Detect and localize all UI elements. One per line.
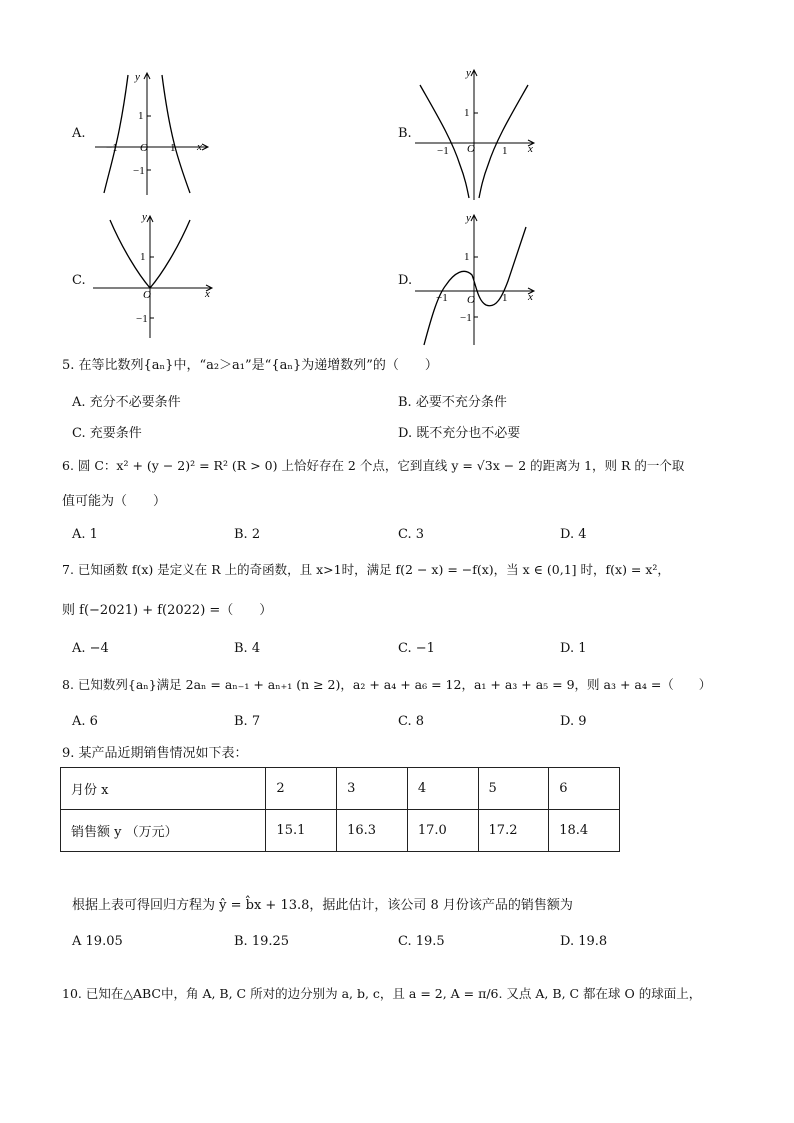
table-cell: 17.0: [407, 810, 478, 852]
q5-stem: 5. 在等比数列{aₙ}中，“a₂＞a₁”是“{aₙ}为递增数列”的（ ）: [62, 358, 438, 373]
graph-c-tick-neg1: −1: [136, 313, 148, 325]
graph-d-tick-1: 1: [464, 251, 470, 263]
option-a-label: A.: [72, 126, 86, 141]
graph-d-y-label: y: [466, 212, 471, 224]
graph-b-xtick-1: 1: [502, 145, 508, 157]
graph-a-y-label: y: [135, 71, 140, 83]
graph-a-xtick-1: 1: [170, 142, 176, 154]
table-cell: 3: [337, 768, 408, 810]
graph-b-origin: O: [467, 143, 475, 155]
table-cell: 16.3: [337, 810, 408, 852]
graph-d: [412, 205, 542, 350]
table-header-month: 月份 x: [61, 768, 266, 810]
q7-option-b: B. 4: [234, 641, 261, 656]
q9-stem: 9. 某产品近期销售情况如下表：: [62, 746, 248, 761]
q8-option-b: B. 7: [234, 714, 261, 729]
q8-stem: 8. 已知数列{aₙ}满足 2aₙ = aₙ₋₁ + aₙ₊₁ (n ≥ 2)，a₂ + a₄ + a₆ = 12，a₁ + a₃ + a₅ = 9，则 a₃ + a₄ =（ ）: [62, 677, 712, 692]
graph-a-right-curve: [162, 75, 190, 193]
option-d-label: D.: [398, 273, 413, 288]
graph-b-tick-1: 1: [464, 107, 470, 119]
q6-option-a: A. 1: [72, 527, 98, 542]
graph-a: [90, 65, 220, 205]
graph-d-xtick-1: 1: [502, 292, 508, 304]
graph-d-xtick-neg1: −1: [436, 292, 448, 304]
table-cell: 6: [549, 768, 620, 810]
q9-option-a: A 19.05: [72, 934, 123, 949]
graph-b-left-curve: [420, 85, 469, 198]
q7-stem-line2: 则 f(−2021) + f(2022) =（ ）: [62, 603, 273, 618]
table-header-sales: 销售额 y （万元）: [61, 810, 266, 852]
q6-stem-line2: 值可能为（ ）: [62, 494, 167, 509]
sales-table: [60, 767, 620, 852]
q10-stem: 10. 已知在△ABC中，角 A, B, C 所对的边分别为 a, b, c，且 a = 2, A = π/6. 又点 A, B, C 都在球 O 的球面上，: [62, 986, 702, 1001]
graph-a-origin: O: [140, 142, 148, 154]
q5-option-a: A. 充分不必要条件: [72, 395, 181, 410]
table-cell: 18.4: [549, 810, 620, 852]
graph-b-x-label: x: [528, 143, 533, 155]
graph-a-left-curve: [104, 75, 128, 193]
option-c-label: C.: [72, 273, 86, 288]
graph-d-tick-neg1: −1: [460, 312, 472, 324]
q7-stem-line1: 7. 已知函数 f(x) 是定义在 R 上的奇函数，且 x>1时，满足 f(2 − x) = −f(x)，当 x ∈ (0,1] 时，f(x) = x²，: [62, 562, 670, 577]
graph-a-tick-neg1: −1: [133, 165, 145, 177]
q8-option-a: A. 6: [72, 714, 98, 729]
graph-a-x-label: x: [197, 141, 202, 153]
graph-d-x-label: x: [528, 291, 533, 303]
q7-option-c: C. −1: [398, 641, 435, 656]
graph-b-right-curve: [479, 85, 528, 198]
table-cell: 17.2: [478, 810, 549, 852]
q5-option-d: D. 既不充分也不必要: [398, 426, 521, 441]
graph-d-origin: O: [467, 294, 475, 306]
graph-a-xtick-neg1: −1: [106, 142, 118, 154]
table-row: [61, 768, 620, 810]
graph-c-tick-1: 1: [140, 251, 146, 263]
q9-option-c: C. 19.5: [398, 934, 445, 949]
q6-stem-line1: 6. 圆 C：x² + (y − 2)² = R² (R > 0) 上恰好存在 2 个点，它到直线 y = √3x − 2 的距离为 1，则 R 的一个取: [62, 458, 685, 473]
q6-option-c: C. 3: [398, 527, 425, 542]
table-cell: 15.1: [266, 810, 337, 852]
graph-c-x-label: x: [205, 288, 210, 300]
graph-c: [90, 208, 220, 348]
q9-option-d: D. 19.8: [560, 934, 608, 949]
q9-followup: 根据上表可得回归方程为 ŷ = b̂x + 13.8，据此估计，该公司 8 月份该产品的销售额为: [72, 898, 573, 913]
table-row: [61, 810, 620, 852]
graph-b-xtick-neg1: −1: [437, 145, 449, 157]
q9-option-b: B. 19.25: [234, 934, 290, 949]
graph-a-tick-1: 1: [138, 110, 144, 122]
graph-b: [412, 60, 542, 205]
graph-c-y-label: y: [142, 211, 147, 223]
table-cell: 5: [478, 768, 549, 810]
graph-b-y-label: y: [466, 67, 471, 79]
table-cell: 2: [266, 768, 337, 810]
q8-option-c: C. 8: [398, 714, 425, 729]
q7-option-d: D. 1: [560, 641, 587, 656]
q5-option-c: C. 充要条件: [72, 426, 142, 441]
table-cell: 4: [407, 768, 478, 810]
q6-option-b: B. 2: [234, 527, 261, 542]
q8-option-d: D. 9: [560, 714, 587, 729]
q6-option-d: D. 4: [560, 527, 587, 542]
graph-c-origin: O: [143, 289, 151, 301]
option-b-label: B.: [398, 126, 412, 141]
graph-d-curve: [424, 227, 526, 345]
q5-option-b: B. 必要不充分条件: [398, 395, 507, 410]
q7-option-a: A. −4: [72, 641, 109, 656]
